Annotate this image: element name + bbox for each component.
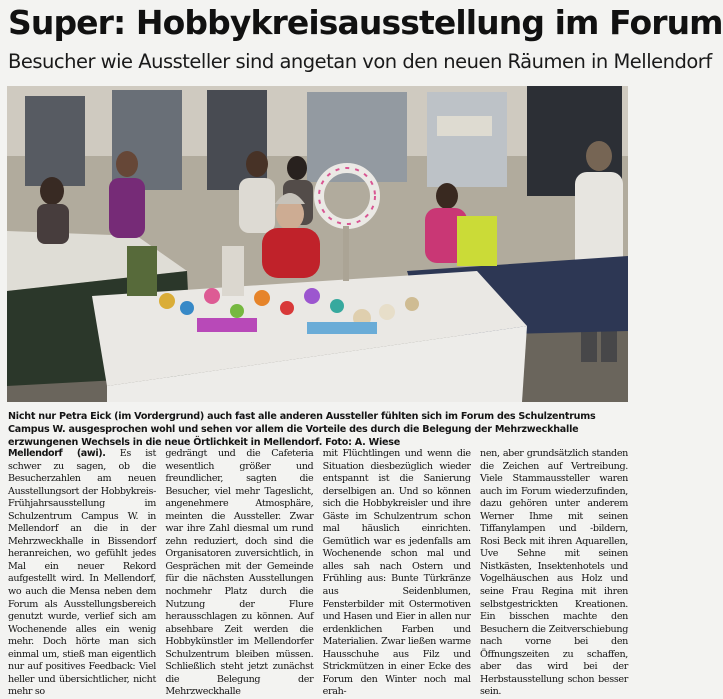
- subheadline: Besucher wie Aussteller sind angetan von den neuen Räumen in Mellendorf: [8, 50, 712, 73]
- column-1-text: Es ist schwer zu sagen, ob die Besucherzahlen am neuen Ausstellungsort der Hobbykreis-Frühjahrsausstellung im Schulzentrum Campus W. in Mellendorf an die in der Mehrzweckhalle in Bissendorf heranreichen, wo gefühlt jedes Mal ein neuer Rekord aufgestellt wird. In Mellendorf, wo auch die Mensa neben dem Forum als Ausstellungsbereich genutzt wurde, verlief sich am Wochenende alles ein wenig mehr. Doch hörte man sich einmal um, stieß man eigentlich nur auf positives Feedback: Viel heller und übersichtlicher, nicht mehr so: [8, 448, 156, 698]
- dateline: Mellendorf (awi).: [8, 448, 106, 459]
- article-body: [8, 448, 628, 698]
- exhibition-photo-illustration: [7, 86, 628, 402]
- photo-shade: [7, 86, 628, 402]
- article-photo: [7, 86, 628, 402]
- article-column-3: [322, 448, 471, 698]
- photo-caption: Nicht nur Petra Eick (im Vordergrund) auch fast alle anderen Aussteller fühlten sich im Forum des Schulzentrums Campus W. ausgesprochen wohl und sehen vor allem die Vorteile des durch die Belegung der Mehrzweckhalle erzwungenen Wechsels in die neue Örtlichkeit in Mellendorf. Foto: A. Wiese: [8, 411, 596, 448]
- article-column-2: [165, 448, 314, 698]
- column-4-text: nen, aber grundsätzlich standen die Zeichen auf Vertreibung. Viele Stammaussteller waren auch im Forum wiederzufinden, dazu gehören unter anderem Werner Ihme mit seinen Tiffanylampen und -bildern, Rosi Beck mit ihren Aquarellen, Uve Sehne mit seinen Nistkästen, Insektenhotels und Vogelhäuschen aus Holz und seine Frau Regina mit ihren selbstgestrickten Kreationen. Ein bisschen machte den Besuchern die Zeitverschiebung nach vorne bei den Öffnungszeiten zu schaffen, aber das wird bei der Herbstausstellung schon besser sein.: [479, 448, 628, 698]
- column-3-text: mit Flüchtlingen und wenn die Situation diesbezüglich wieder entspannt ist die Sanierung derselbigen an. Und so können sich die Hobbykreisler und ihre Gäste im Schulzentrum schon mal häuslich einrichten. Gemütlich war es jedenfalls am Wochenende schon mal und alles sah nach Ostern und Frühling aus: Bunte Türkränze aus Seidenblumen, Fensterbilder mit Ostermotiven und Hasen und Eier in allen nur erdenklichen Farben und Materialien. Zwar ließen warme Hausschuhe aus Filz und Strickmützen in einer Ecke des Forum den Winter noch mal erah-: [322, 448, 471, 698]
- column-2-text: gedrängt und die Cafeteria wesentlich größer und freundlicher, sagten die Besucher, viel mehr Tageslicht, angenehmere Atmosphäre, meinten die Aussteller. Zwar war ihre Zahl diesmal um rund zehn reduziert, doch sind die Organisatoren zuversichtlich, in Gesprächen mit der Gemeinde für die nächsten Ausstellungen nochmehr Platz durch die Nutzung der Flure herausschlagen zu können. Auf absehbare Zeit werden die Hobbykünstler im Mellendorfer Schulzentrum bleiben müssen. Schließlich steht jetzt zunächst die Belegung der Mehrzweckhalle: [165, 448, 314, 698]
- article-column-1: [8, 448, 156, 698]
- article-column-4: [479, 448, 628, 698]
- headline: Super: Hobbykreisausstellung im Forum: [8, 3, 723, 42]
